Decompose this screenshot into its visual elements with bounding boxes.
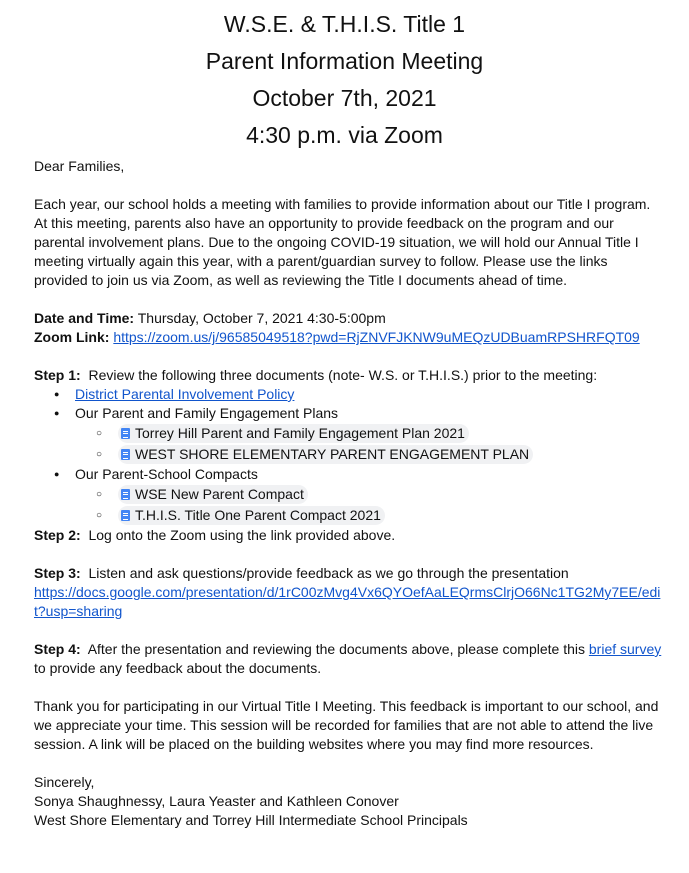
chip-label: WEST SHORE ELEMENTARY PARENT ENGAGEMENT PLAN bbox=[135, 446, 530, 462]
step-4 bbox=[34, 640, 664, 659]
google-doc-icon bbox=[121, 428, 130, 439]
list-item: ● Our Parent and Family Engagement Plans bbox=[34, 404, 664, 423]
title-line-2: Parent Information Meeting bbox=[205, 48, 484, 74]
torrey-plan-chip[interactable] bbox=[118, 424, 469, 443]
date-time-line bbox=[34, 309, 664, 328]
step-3-label: Step 3: bbox=[34, 565, 81, 581]
closing-paragraph bbox=[34, 697, 664, 754]
intro-line: provided to join us via Zoom, as well as reviewing the Title I documents ahead of time. bbox=[34, 272, 568, 288]
step-3-text: Listen and ask questions/provide feedback as we go through the presentation bbox=[80, 565, 569, 581]
step-3 bbox=[34, 564, 664, 583]
step-1-label: Step 1: bbox=[34, 367, 81, 383]
sincerely: Sincerely, bbox=[34, 774, 95, 790]
district-policy-link[interactable]: District Parental Involvement Policy bbox=[75, 386, 295, 402]
google-doc-icon bbox=[121, 489, 130, 500]
list-item: ● Our Parent-School Compacts bbox=[34, 465, 664, 484]
intro-paragraph bbox=[34, 195, 664, 290]
step-2 bbox=[34, 526, 664, 545]
compacts-list bbox=[34, 465, 664, 484]
step-2-label: Step 2: bbox=[34, 527, 81, 543]
step-4-text: After the presentation and reviewing the documents above, please complete this bbox=[80, 641, 589, 657]
letter-body bbox=[34, 157, 664, 830]
presentation-link[interactable]: https://docs.google.com/presentation/d/1rC00zMvg4Vx6QYOefAaLEQrmsClrjO66Nc1TG2My7EE/edi bbox=[34, 584, 661, 600]
meeting-date: October 7th, 2021 bbox=[252, 85, 437, 111]
wse-compact-chip[interactable] bbox=[118, 485, 308, 504]
google-doc-icon bbox=[121, 449, 130, 460]
plans-sublist bbox=[34, 423, 664, 465]
list-item bbox=[34, 423, 664, 444]
zoom-label: Zoom Link: bbox=[34, 329, 110, 345]
step-1 bbox=[34, 366, 664, 385]
title-line-1: W.S.E. & T.H.I.S. Title 1 bbox=[223, 11, 466, 37]
wse-plan-chip[interactable] bbox=[118, 445, 533, 464]
this-compact-chip[interactable] bbox=[118, 506, 385, 525]
date-value: Thursday, October 7, 2021 4:30-5:00pm bbox=[134, 310, 386, 326]
signatory-role: West Shore Elementary and Torrey Hill Intermediate School Principals bbox=[34, 812, 468, 828]
google-doc-icon bbox=[121, 510, 130, 521]
zoom-line bbox=[34, 328, 664, 347]
meeting-time: 4:30 p.m. via Zoom bbox=[246, 122, 443, 148]
intro-line: meeting virtually again this year, with a parent/guardian survey to follow. Please use the links bbox=[34, 253, 608, 269]
greeting: Dear Families, bbox=[34, 158, 125, 174]
step-4-label: Step 4: bbox=[34, 641, 81, 657]
chip-label: T.H.I.S. Title One Parent Compact 2021 bbox=[135, 507, 381, 523]
intro-line: Each year, our school holds a meeting with families to provide information about our Title I program. bbox=[34, 196, 651, 212]
list-item bbox=[34, 505, 664, 526]
presentation-link[interactable]: t?usp=sharing bbox=[34, 603, 123, 619]
closing-line: we appreciate your time. This session will be recorded for families that are not able to attend the live bbox=[34, 717, 654, 733]
intro-line: parental involvement plans. Due to the ongoing COVID-19 situation, we will hold our Annual Title I bbox=[34, 234, 639, 250]
list-item bbox=[34, 385, 664, 404]
zoom-link[interactable]: https://zoom.us/j/96585049518?pwd=RjZNVFJKNW9uMEQzUDBuamRPSHRFQT09 bbox=[113, 329, 640, 345]
document-list bbox=[34, 385, 664, 423]
signatory-names: Sonya Shaughnessy, Laura Yeaster and Kathleen Conover bbox=[34, 793, 399, 809]
date-label: Date and Time: bbox=[34, 310, 135, 326]
list-item bbox=[34, 484, 664, 505]
intro-line: At this meeting, parents also have an opportunity to provide feedback on the program and our bbox=[34, 215, 614, 231]
closing-line: Thank you for participating in our Virtual Title I Meeting. This feedback is important to our school, and bbox=[34, 698, 659, 714]
chip-label: WSE New Parent Compact bbox=[135, 486, 304, 502]
closing-line: session. A link will be placed on the building websites where you may find more resources. bbox=[34, 736, 594, 752]
step-1-text: Review the following three documents (note- W.S. or T.H.I.S.) prior to the meeting: bbox=[80, 367, 598, 383]
presentation-link-wrap bbox=[34, 583, 664, 621]
step-4-continued: to provide any feedback about the documents. bbox=[34, 660, 322, 676]
list-item bbox=[34, 444, 664, 465]
step-2-text: Log onto the Zoom using the link provided above. bbox=[80, 527, 396, 543]
survey-link[interactable]: brief survey bbox=[588, 641, 662, 657]
chip-label: Torrey Hill Parent and Family Engagement Plan 2021 bbox=[135, 425, 465, 441]
compacts-sublist bbox=[34, 484, 664, 526]
